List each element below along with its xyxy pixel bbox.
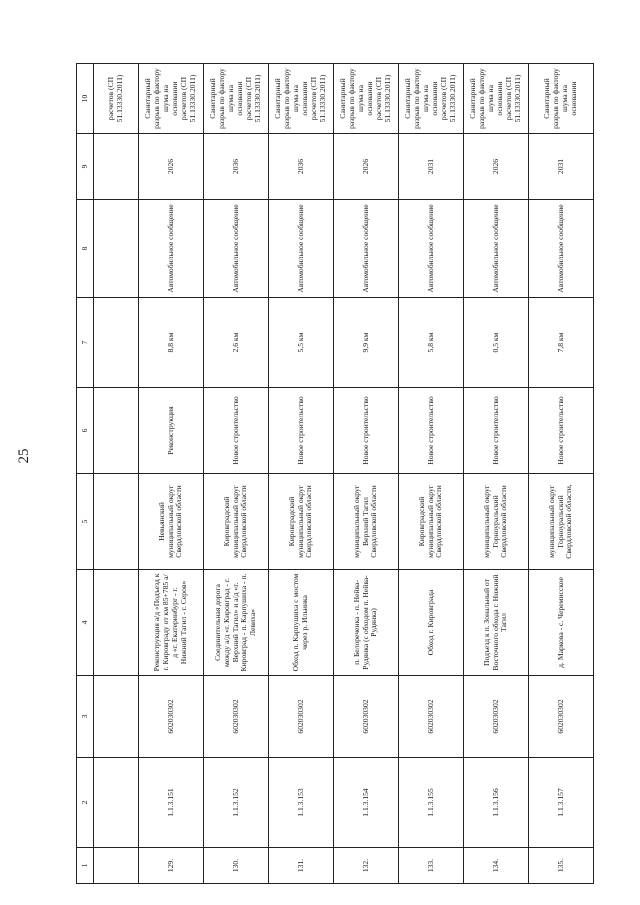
row-number: 131. [269, 848, 334, 884]
column-header: 10 [77, 64, 94, 134]
zone-description: Санитарный разрыв по фактору шума на основании [529, 64, 594, 134]
object-name: д. Маркова - с. Черемисское [529, 570, 594, 676]
completion-year: 2031 [529, 134, 594, 200]
object-purpose: Автомобильное сообщение [334, 200, 399, 298]
okato-code: 602030302 [139, 676, 204, 758]
projects-table [76, 63, 594, 884]
object-length: 7,8 км [529, 298, 594, 388]
work-type: Новое строительство [464, 388, 529, 474]
continuation-row [94, 64, 139, 884]
completion-year: 2026 [334, 134, 399, 200]
okato-code: 602030302 [529, 676, 594, 758]
table-row [269, 64, 334, 884]
okato-code: 602030302 [204, 676, 269, 758]
object-name: Обход г. Кировграда [399, 570, 464, 676]
object-code: 1.1.3.154 [334, 758, 399, 848]
column-header: 8 [77, 200, 94, 298]
table-row [204, 64, 269, 884]
object-location: муниципальный округ Верхний Тагил Свердловской области [334, 474, 399, 570]
column-header: 4 [77, 570, 94, 676]
work-type: Новое строительство [204, 388, 269, 474]
rotated-document-table [76, 64, 640, 884]
column-header: 3 [77, 676, 94, 758]
zone-description: Санитарный разрыв по фактору шума на основании расчетов (СП 51.13330.2011) [399, 64, 464, 134]
object-name: Реконструкция а/д «Подъезд к г. Кировграду от км 85+785 а/д «г. Екатеринбург - г. Нижний Тагил - г. Серов» [139, 570, 204, 676]
object-code: 1.1.3.156 [464, 758, 529, 848]
object-length: 5,8 км [399, 298, 464, 388]
row-number: 132. [334, 848, 399, 884]
okato-code: 602030302 [269, 676, 334, 758]
row-number: 130. [204, 848, 269, 884]
column-header: 5 [77, 474, 94, 570]
table-row [334, 64, 399, 884]
zone-description: Санитарный разрыв по фактору шума на основании расчетов (СП 51.13330.2011) [334, 64, 399, 134]
completion-year: 2026 [139, 134, 204, 200]
page-number: 25 [16, 448, 32, 464]
table-row [139, 64, 204, 884]
object-code: 1.1.3.153 [269, 758, 334, 848]
column-header: 9 [77, 134, 94, 200]
object-purpose: Автомобильное сообщение [399, 200, 464, 298]
object-code: 1.1.3.157 [529, 758, 594, 848]
completion-year: 2026 [464, 134, 529, 200]
okato-code: 602030302 [464, 676, 529, 758]
object-name: Соединительная дорога между а/д «г. Кировград - г. Верхний Тагил» и а/д «г. Кировград - п. Карпушиха - п. Левиха» [204, 570, 269, 676]
work-type: Новое строительство [399, 388, 464, 474]
column-header: 6 [77, 388, 94, 474]
object-length: 8,8 км [139, 298, 204, 388]
column-header: 7 [77, 298, 94, 388]
column-header: 1 [77, 848, 94, 884]
object-location: Кировградский муниципальный округ Свердловской области [204, 474, 269, 570]
work-type: Реконструкция [139, 388, 204, 474]
object-location: муниципальный округ Горноуральский Свердловской области, [529, 474, 594, 570]
object-purpose: Автомобильное сообщение [204, 200, 269, 298]
continuation-text: расчетов (СП 51.13330.2011) [94, 64, 139, 134]
object-purpose: Автомобильное сообщение [464, 200, 529, 298]
object-purpose: Автомобильное сообщение [269, 200, 334, 298]
object-name: Обход п. Карпушиха с мостом через р. Ильинка [269, 570, 334, 676]
zone-description: Санитарный разрыв по фактору шума на основании расчетов (СП 51.13330.2011) [204, 64, 269, 134]
completion-year: 2036 [204, 134, 269, 200]
object-code: 1.1.3.155 [399, 758, 464, 848]
zone-description: Санитарный разрыв по фактору шума на основании расчетов (СП 51.13330.2011) [139, 64, 204, 134]
object-purpose: Автомобильное сообщение [529, 200, 594, 298]
okato-code: 602030302 [399, 676, 464, 758]
row-number: 134. [464, 848, 529, 884]
completion-year: 2031 [399, 134, 464, 200]
object-location: муниципальный округ Горноуральский Свердловской области [464, 474, 529, 570]
object-length: 0,5 км [464, 298, 529, 388]
row-number: 133. [399, 848, 464, 884]
row-number: 129. [139, 848, 204, 884]
table-row [399, 64, 464, 884]
object-code: 1.1.3.151 [139, 758, 204, 848]
work-type: Новое строительство [529, 388, 594, 474]
object-length: 2,6 км [204, 298, 269, 388]
object-location: Невьянский муниципальный округ Свердловской области [139, 474, 204, 570]
column-header: 2 [77, 758, 94, 848]
okato-code: 602030302 [334, 676, 399, 758]
table-row [464, 64, 529, 884]
work-type: Новое строительство [334, 388, 399, 474]
work-type: Новое строительство [269, 388, 334, 474]
table-body [139, 64, 594, 884]
column-number-row [77, 64, 94, 884]
object-location: Кировградский муниципальный округ Свердловской области [269, 474, 334, 570]
completion-year: 2036 [269, 134, 334, 200]
object-purpose: Автомобильное сообщение [139, 200, 204, 298]
zone-description: Санитарный разрыв по фактору шума на основании расчетов (СП 51.13330.2011) [464, 64, 529, 134]
object-name: Подъезд к п. Зональный от Восточного обхода г. Нижний Тагил [464, 570, 529, 676]
row-number: 135. [529, 848, 594, 884]
object-length: 5,5 км [269, 298, 334, 388]
object-code: 1.1.3.152 [204, 758, 269, 848]
object-location: Кировградский муниципальный округ Свердловской области [399, 474, 464, 570]
zone-description: Санитарный разрыв по фактору шума на основании расчетов (СП 51.13330.2011) [269, 64, 334, 134]
object-length: 9,9 км [334, 298, 399, 388]
object-name: п. Белореченка - п. Нейва-Рудянка (с обходом п. Нейва-Рудянка) [334, 570, 399, 676]
table-row [529, 64, 594, 884]
